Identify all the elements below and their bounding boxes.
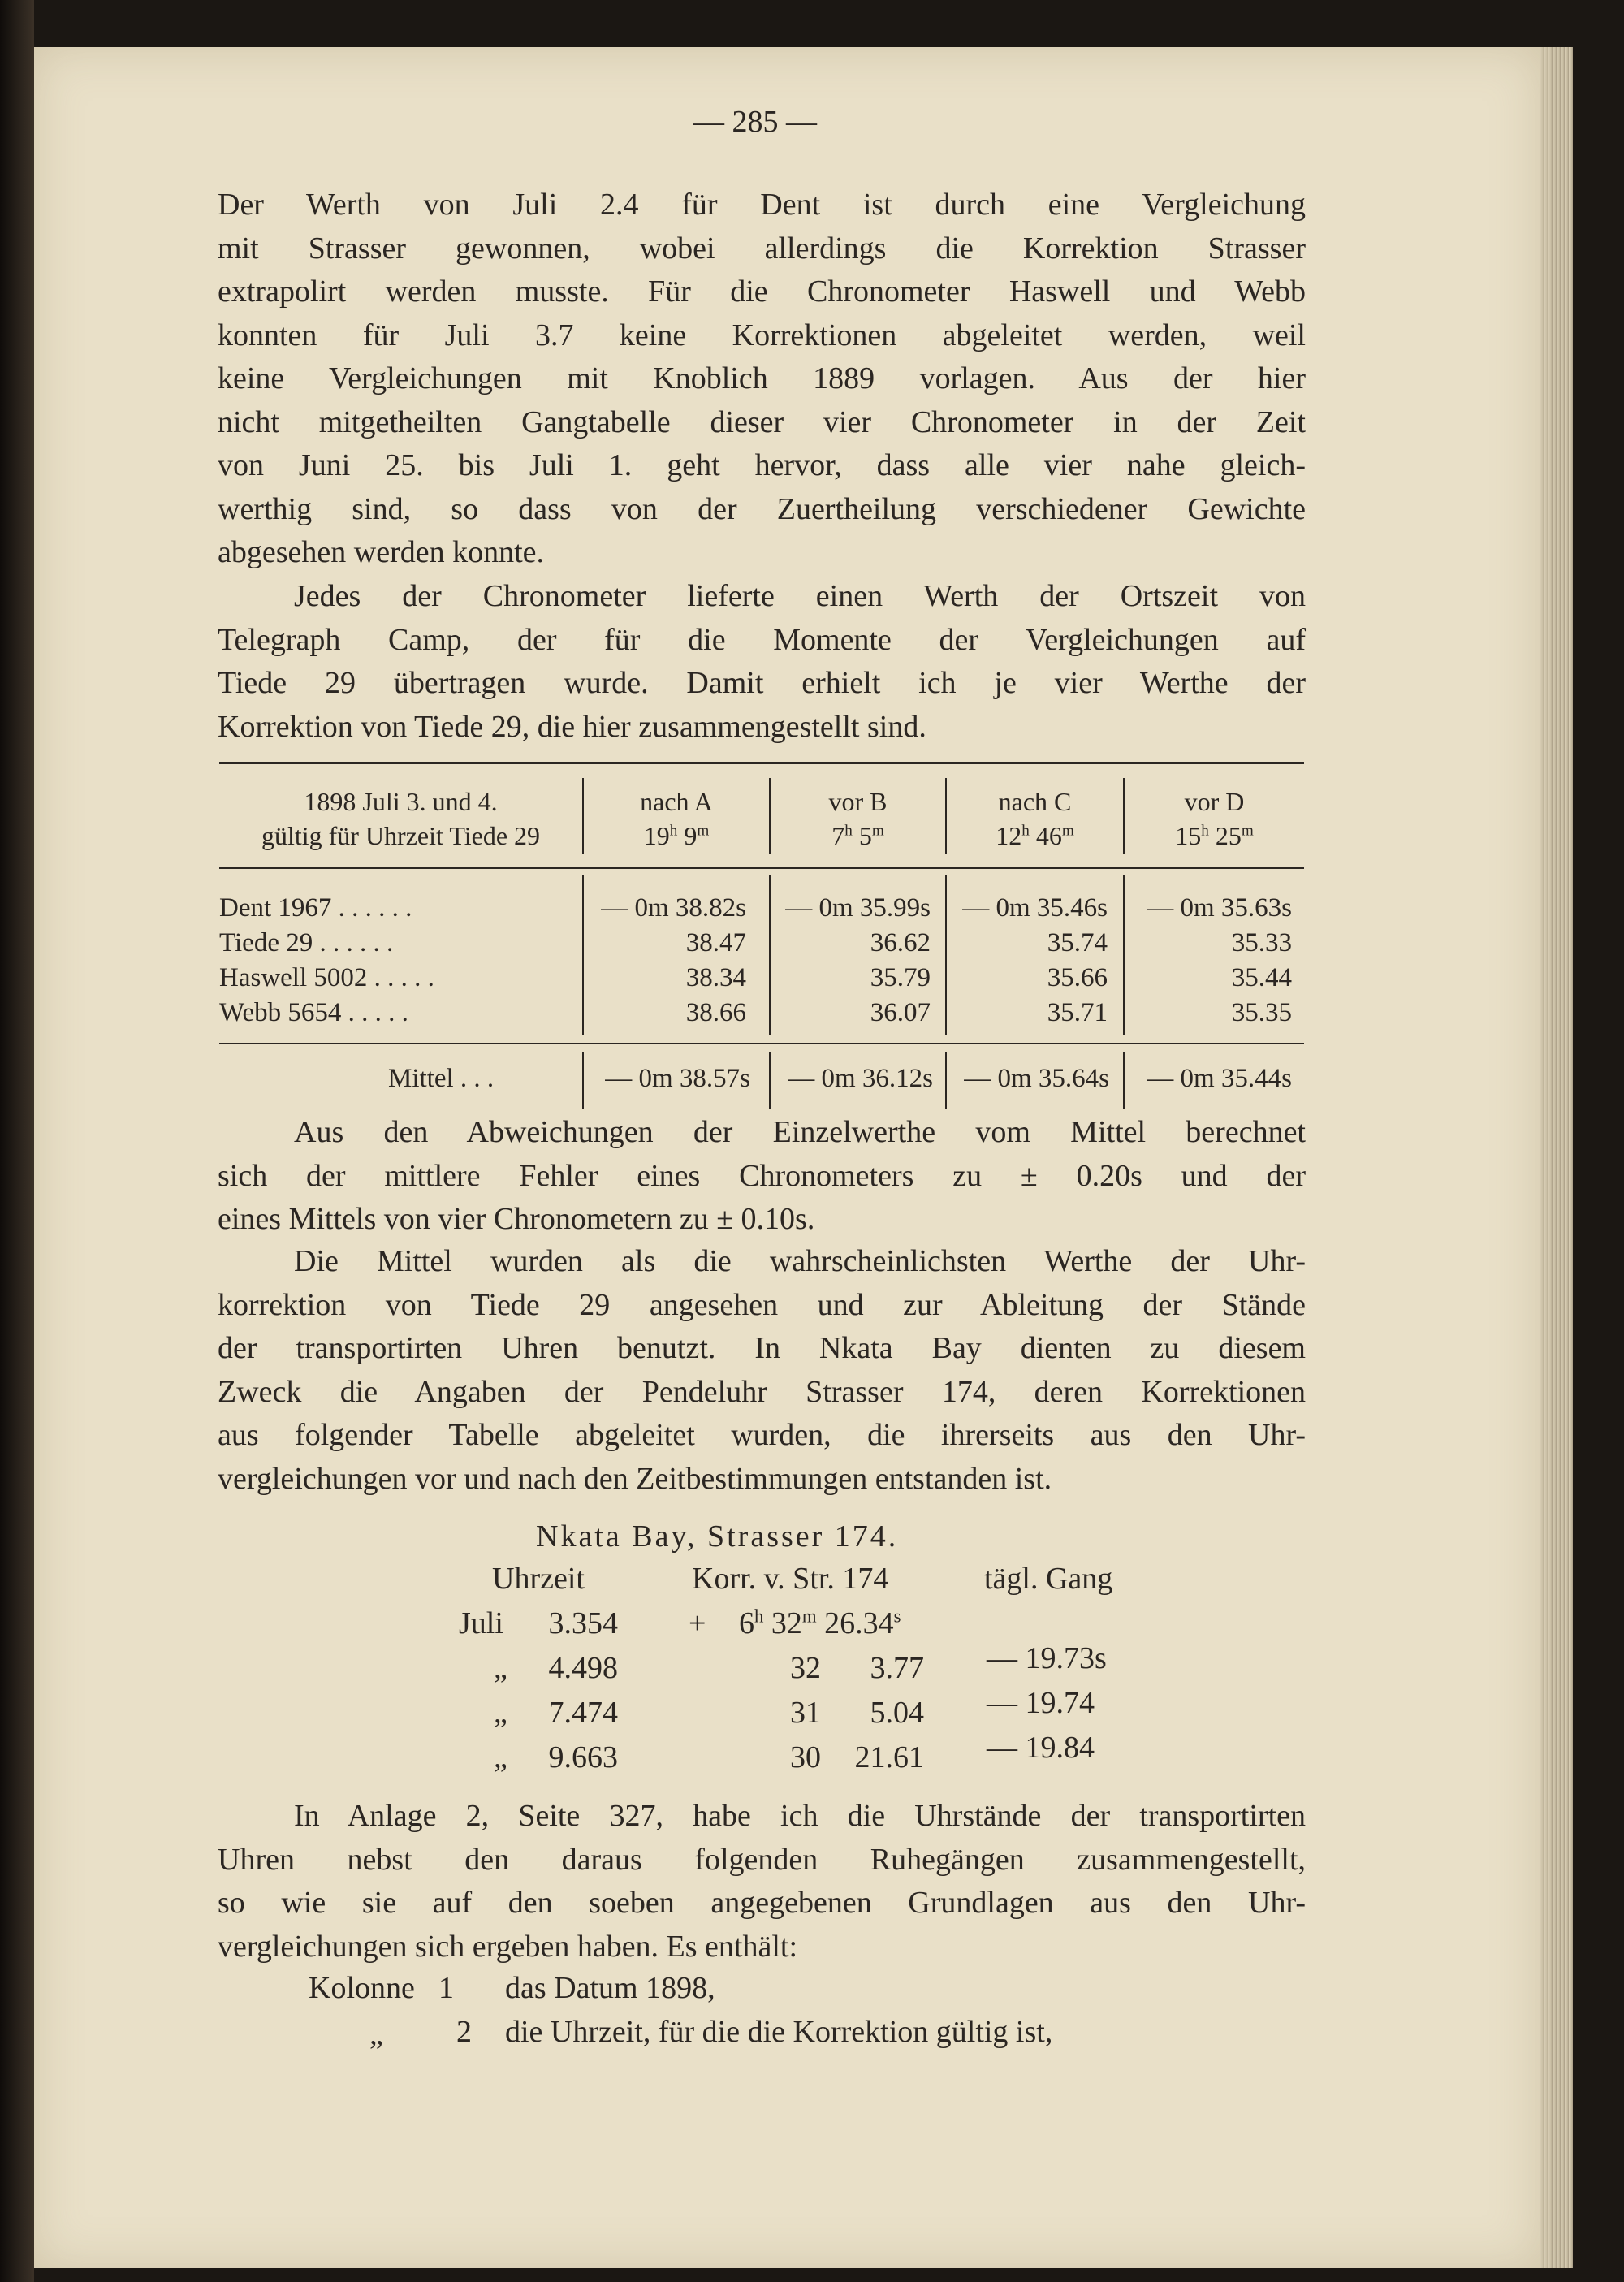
text-line: Korrektion von Tiede 29, die hier zusammengestellt sind. — [218, 709, 926, 744]
column-name: nach C — [998, 787, 1072, 816]
paragraph-5 — [218, 1795, 1306, 1969]
text-line: so wie sie auf den soeben angegebenen Grundlagen aus den Uhr- — [218, 1886, 1306, 1920]
nkata-sec: 3.77 — [870, 1651, 924, 1685]
table-cell: 35.44 — [1231, 963, 1292, 992]
nkata-time: 3.354 — [548, 1606, 618, 1640]
column-time: 7$^h$ 5$^m$ — [831, 821, 884, 850]
text-line: Die Mittel wurden als die wahrscheinlichsten Werthe der Uhr- — [294, 1244, 1306, 1278]
body-rule — [219, 1043, 1304, 1044]
text-line: Der Werth von Juli 2.4 für Dent ist durch eine Vergleichung — [218, 188, 1306, 222]
table-cell: — 0m 38.82s — [601, 893, 746, 923]
text-line: sich der mittlere Fehler eines Chronometers zu ± 0.20s und der — [218, 1158, 1306, 1193]
mean-cell: — 0m 36.12s — [788, 1064, 933, 1093]
text-line: Uhren nebst den daraus folgenden Ruhegängen zusammengestellt, — [218, 1842, 1306, 1877]
page-edges — [1540, 47, 1573, 2268]
table-row-label: Dent 1967 . . . . . . — [219, 893, 412, 923]
nkata-row-prefix: Juli — [459, 1606, 503, 1640]
table-header-label — [219, 784, 582, 853]
mean-label: Mittel . . . — [388, 1064, 495, 1093]
table-cell: 36.07 — [870, 998, 931, 1027]
text-line: Telegraph Camp, der für die Momente der Vergleichungen auf — [218, 622, 1306, 657]
text-line: korrektion von Tiede 29 angesehen und zur Ableitung der Stände — [218, 1287, 1306, 1322]
kolonne-prefix: Kolonne — [309, 1971, 415, 2005]
nkata-rate: — 19.84 — [987, 1731, 1095, 1765]
column-name: vor D — [1184, 787, 1245, 816]
header-rule — [219, 867, 1304, 869]
nkata-sign: + — [689, 1606, 706, 1640]
nkata-row-prefix: „ — [494, 1651, 508, 1685]
table-top-rule — [219, 762, 1304, 764]
nkata-rate: — 19.74 — [987, 1686, 1095, 1720]
table-cell: 38.66 — [685, 998, 746, 1027]
nkata-sec: 21.61 — [854, 1740, 924, 1774]
table-cell: 38.34 — [685, 963, 746, 992]
mean-cell: — 0m 35.64s — [964, 1064, 1109, 1093]
paragraph-4 — [218, 1240, 1306, 1501]
kolonne-text: das Datum 1898, — [505, 1971, 715, 2005]
text-line: nicht mitgetheilten Gangtabelle dieser vier Chronometer in der Zeit — [218, 404, 1306, 439]
column-header — [1125, 784, 1304, 853]
table-cell: 36.62 — [870, 928, 931, 957]
paragraph-3 — [218, 1111, 1306, 1242]
nkata-min: 32 — [790, 1651, 821, 1685]
text-line: mit Strasser gewonnen, wobei allerdings die Korrektion Strasser — [218, 231, 1306, 266]
column-time: 19$^h$ 9$^m$ — [643, 821, 710, 850]
text-line: abgesehen werden konnte. — [218, 535, 545, 569]
nkata-col-header: Korr. v. Str. 174 — [692, 1562, 889, 1596]
kolonne-num: 2 — [456, 2015, 472, 2049]
text-line: Aus den Abweichungen der Einzelwerthe vom Mittel berechnet — [294, 1115, 1306, 1149]
book-binding — [0, 0, 34, 2282]
text-line: vergleichungen vor und nach den Zeitbestimmungen entstanden ist. — [218, 1461, 1052, 1496]
table-cell: 38.47 — [685, 928, 746, 957]
table-row-label: Webb 5654 . . . . . — [219, 998, 408, 1027]
column-header — [947, 784, 1123, 853]
text-line: der transportirten Uhren benutzt. In Nkata Bay dienten zu diesem — [218, 1331, 1306, 1365]
text-line: konnten für Juli 3.7 keine Korrektionen abgeleitet werden, weil — [218, 318, 1306, 352]
column-time: 12$^h$ 46$^m$ — [996, 821, 1074, 850]
nkata-col-header: tägl. Gang — [984, 1562, 1113, 1596]
table-cell: 35.35 — [1231, 998, 1292, 1027]
text-line: eines Mittels von vier Chronometern zu ± 0.10s. — [218, 1202, 815, 1236]
column-header — [771, 784, 945, 853]
table-cell: 35.66 — [1047, 963, 1108, 992]
header-label-line: gültig für Uhrzeit Tiede 29 — [261, 821, 541, 850]
nkata-col-header: Uhrzeit — [492, 1562, 585, 1596]
table-row-label: Haswell 5002 . . . . . — [219, 963, 434, 992]
text-line: keine Vergleichungen mit Knoblich 1889 vorlagen. Aus der hier — [218, 361, 1306, 395]
kolonne-num: 1 — [438, 1971, 454, 2005]
nkata-corr: 6$^h$ 32$^m$ 26.34$^s$ — [739, 1606, 901, 1640]
nkata-min: 31 — [790, 1696, 821, 1730]
text-line: Zweck die Angaben der Pendeluhr Strasser 174, deren Korrektionen — [218, 1374, 1306, 1409]
column-name: vor B — [828, 787, 888, 816]
table-cell: 35.71 — [1047, 998, 1108, 1027]
kolonne-prefix: „ — [369, 2017, 383, 2051]
nkata-time: 7.474 — [548, 1696, 618, 1730]
paragraph-2 — [218, 575, 1306, 749]
nkata-row-prefix: „ — [494, 1696, 508, 1730]
column-name: nach A — [640, 787, 713, 816]
nkata-row-prefix: „ — [494, 1740, 508, 1774]
text-line: Jedes der Chronometer lieferte einen Werth der Ortszeit von — [294, 579, 1306, 613]
page-number: — 285 — — [693, 105, 817, 139]
text-line: von Juni 25. bis Juli 1. geht hervor, dass alle vier nahe gleich- — [218, 448, 1306, 482]
nkata-time: 9.663 — [548, 1740, 618, 1774]
table-row-label: Tiede 29 . . . . . . — [219, 928, 394, 957]
table-cell: — 0m 35.99s — [785, 893, 931, 923]
text-line: Tiede 29 übertragen wurde. Damit erhielt ich je vier Werthe der — [218, 666, 1306, 700]
mean-cell: — 0m 38.57s — [605, 1064, 750, 1093]
column-header — [584, 784, 769, 853]
nkata-sec: 5.04 — [870, 1696, 924, 1730]
column-time: 15$^h$ 25$^m$ — [1175, 821, 1254, 850]
text-line: werthig sind, so dass von der Zuertheilung verschiedener Gewichte — [218, 491, 1306, 526]
text-line: vergleichungen sich ergeben haben. Es enthält: — [218, 1929, 798, 1964]
paragraph-1 — [218, 184, 1306, 575]
nkata-rate: — 19.73s — [987, 1641, 1107, 1675]
table-cell: 35.74 — [1047, 928, 1108, 957]
nkata-time: 4.498 — [548, 1651, 618, 1685]
text-line: In Anlage 2, Seite 327, habe ich die Uhrstände der transportirten — [294, 1799, 1306, 1833]
nkata-title: Nkata Bay, Strasser 174. — [536, 1519, 899, 1554]
table-cell: — 0m 35.46s — [962, 893, 1108, 923]
nkata-min: 30 — [790, 1740, 821, 1774]
mean-cell: — 0m 35.44s — [1147, 1064, 1292, 1093]
header-label-line: 1898 Juli 3. und 4. — [304, 787, 498, 816]
text-line: aus folgender Tabelle abgeleitet wurden, die ihrerseits aus den Uhr- — [218, 1418, 1306, 1452]
table-cell: — 0m 35.63s — [1147, 893, 1292, 923]
table-cell: 35.79 — [870, 963, 931, 992]
table-cell: 35.33 — [1231, 928, 1292, 957]
text-line: extrapolirt werden musste. Für die Chronometer Haswell und Webb — [218, 274, 1306, 309]
kolonne-text: die Uhrzeit, für die die Korrektion gültig ist, — [505, 2015, 1053, 2049]
